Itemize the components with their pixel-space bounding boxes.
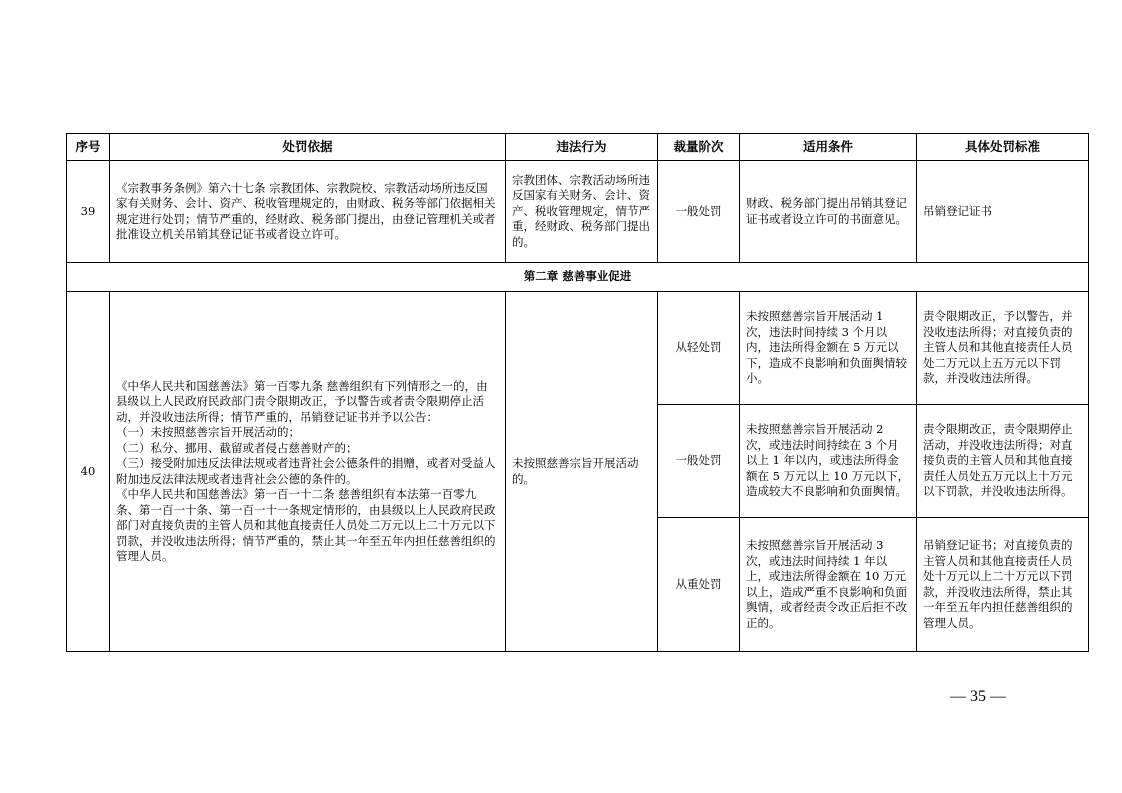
row-serial: 40 (67, 292, 110, 652)
header-basis: 处罚依据 (110, 134, 506, 161)
row-condition: 未按照慈善宗旨开展活动 1 次，违法时间持续 3 个月以内，违法所得金额在 5 万元以下，造成不良影响和负面舆情较小。 (740, 292, 917, 405)
penalty-standards-table (66, 133, 1089, 652)
row-violation: 宗教团体、宗教活动场所违反国家有关财务、会计、资产、税收管理规定，情节严重，经财政、税务部门提出的。 (506, 161, 658, 263)
table-row (67, 292, 1089, 405)
row-basis: 《宗教事务条例》第六十七条 宗教团体、宗教院校、宗教活动场所违反国家有关财务、会计、资产、税收管理规定的，由财政、税务等部门依据相关规定进行处罚；情节严重的，经财政、税务部门提出，由登记管理机关或者批准设立机关吊销其登记证书或者设立许可。 (110, 161, 506, 263)
row-serial: 39 (67, 161, 110, 263)
header-condition: 适用条件 (740, 134, 917, 161)
header-violation: 违法行为 (506, 134, 658, 161)
row-condition: 未按照慈善宗旨开展活动 3 次，或违法时间持续 1 年以上，或违法所得金额在 10 万元以上，造成严重不良影响和负面舆情，或者经责令改正后拒不改正的。 (740, 518, 917, 652)
table-header-row (67, 134, 1089, 161)
row-condition: 财政、税务部门提出吊销其登记证书或者设立许可的书面意见。 (740, 161, 917, 263)
row-violation: 未按照慈善宗旨开展活动的。 (506, 292, 658, 652)
row-level: 一般处罚 (658, 161, 740, 263)
page-number: — 35 — (950, 688, 1006, 705)
header-serial: 序号 (67, 134, 110, 161)
row-level: 从重处罚 (658, 518, 740, 652)
chapter-title: 第二章 慈善事业促进 (67, 263, 1089, 292)
row-level: 从轻处罚 (658, 292, 740, 405)
row-standard: 吊销登记证书；对直接负责的主管人员和其他直接责任人员处十万元以上二十万元以下罚款，并没收违法所得，禁止其一年至五年内担任慈善组织的管理人员。 (917, 518, 1089, 652)
row-standard: 吊销登记证书 (917, 161, 1089, 263)
row-level: 一般处罚 (658, 405, 740, 518)
header-standard: 具体处罚标准 (917, 134, 1089, 161)
header-level: 裁量阶次 (658, 134, 740, 161)
row-basis: 《中华人民共和国慈善法》第一百零九条 慈善组织有下列情形之一的，由县级以上人民政府民政部门责令限期改正，予以警告或者责令限期停止活动，并没收违法所得；情节严重的，吊销登记证书并予以公告： （一）未按照慈善宗旨开展活动的； （二）私分、挪用、截留或者侵占慈善财产的； （三）接受附加违反法律法规或者违背社会公德条件的捐赠，或者对受益人附加违反法律法规或者违背社会公德的条件的。 《中华人民共和国慈善法》第一百一十二条 慈善组织有本法第一百零九条、第一百一十条、第一百一十一条规定情形的，由县级以上人民政府民政部门对直接负责的主管人员和其他直接责任人员处二万元以上二十万元以下罚款，并没收违法所得；情节严重的，禁止其一年至五年内担任慈善组织的管理人员。 (110, 292, 506, 652)
row-standard: 责令限期改正，予以警告，并没收违法所得；对直接负责的主管人员和其他直接责任人员处二万元以上五万元以下罚款，并没收违法所得。 (917, 292, 1089, 405)
row-condition: 未按照慈善宗旨开展活动 2 次，或违法时间持续在 3 个月以上 1 年以内，或违法所得金额在 5 万元以上 10 万元以下，造成较大不良影响和负面舆情。 (740, 405, 917, 518)
row-standard: 责令限期改正，责令限期停止活动，并没收违法所得；对直接负责的主管人员和其他直接责任人员处五万元以上十万元以下罚款，并没收违法所得。 (917, 405, 1089, 518)
table-row (67, 161, 1089, 263)
chapter-row (67, 263, 1089, 292)
